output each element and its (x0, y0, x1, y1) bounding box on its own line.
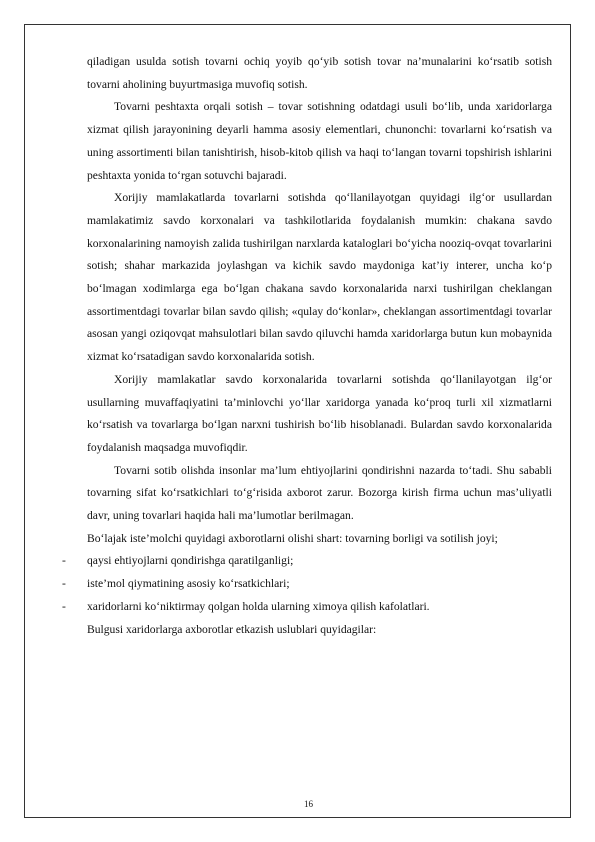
paragraph-3: Xorijiy mamlakatlarda tovarlarni sotishda qo‘llanilayotgan quyidagi ilg‘or usullardan mamlakatimiz savdo korxonalari va tashkilotlarida foydalanish mumkin: chakana savdo korxonalarining namoyish zalida tushirilgan narxlarda kataloglari bo‘yicha nooziq-ovqat tovarlarini sotish; shahar markazida joylashgan va kichik savdo maydoniga kat’iy interer, uncha ko‘p bo‘lmagan xodimlarga ega bo‘lgan chakana savdo korxonalarida narxi tushirilgan cheklangan assortimentdagi tovarlar bilan savdo qilish; «qulay do‘konlar», cheklangan assortimentdagi tovarlar asosan yangi oziqovqat mahsulotlari bilan savdo qiluvchi hamda xaridorlarga butun kun mobaynida xizmat ko‘rsatadigan savdo korxonalarida sotish. (87, 191, 552, 364)
list-item-text: iste’mol qiymatining asosiy ko‘rsatkichlari; (87, 577, 290, 591)
document-body (62, 51, 552, 641)
list-item (62, 596, 552, 619)
page-number: 16 (304, 799, 313, 809)
dash-marker: - (62, 599, 66, 613)
paragraph-1: qiladigan usulda sotish tovarni ochiq yoyib qo‘yib sotish tovar na’munalarini ko‘rsatib sotish tovarni aholining buyurtmasiga muvofiq sotish. (87, 55, 552, 91)
paragraph-4: Xorijiy mamlakatlar savdo korxonalarida tovarlarni sotishda qo‘llanilayotgan ilg‘or usullarning muvaffaqiyatini ta’minlovchi yo‘llar xaridorga yanada ko‘proq turli xil xizmatlarni ko‘rsatish va tovarlarga bo‘lgan narxni tushirish bo‘lib hisoblanadi. Bulardan savdo korxonalarida foydalanish maqsadga muvofiqdir. (87, 372, 552, 454)
list-item (62, 573, 552, 596)
paragraph-6: Bo‘lajak iste’molchi quyidagi axborotlarni olishi shart: tovarning borligi va sotilish joyi; (87, 531, 498, 545)
paragraph-5: Tovarni sotib olishda insonlar ma’lum ehtiyojlarini qondirishni nazarda to‘tadi. Shu sababli tovarning sifat ko‘rsatkichlari to‘g‘risida axborot zarur. Bozorga kirish firma uchun mas’uliyatli davr, uning tovarlari haqida hali ma’lumotlar berilmagan. (87, 463, 552, 523)
bullet-list (62, 550, 552, 618)
list-item-text: xaridorlarni ko‘niktirmay qolgan holda ularning ximoya qilish kafolatlari. (87, 599, 430, 613)
list-item (62, 550, 552, 573)
dash-marker: - (62, 577, 66, 591)
closing-line: Bulgusi xaridorlarga axborotlar etkazish uslublari quyidagilar: (87, 622, 377, 636)
dash-marker: - (62, 554, 66, 568)
paragraph-2: Tovarni peshtaxta orqali sotish – tovar sotishning odatdagi usuli bo‘lib, unda xaridorlarga xizmat qilish jarayonining deyarli hamma asosiy elementlari, chunonchi: tovarlarni ko‘rsatish va uning assortimenti bilan tanishtirish, hisob-kitob qilish va haqi to‘langan tovarni topshirish ishlarini peshtaxta yonida to‘rgan sotuvchi bajaradi. (87, 100, 552, 182)
list-item-text: qaysi ehtiyojlarni qondirishga qaratilganligi; (87, 554, 294, 568)
